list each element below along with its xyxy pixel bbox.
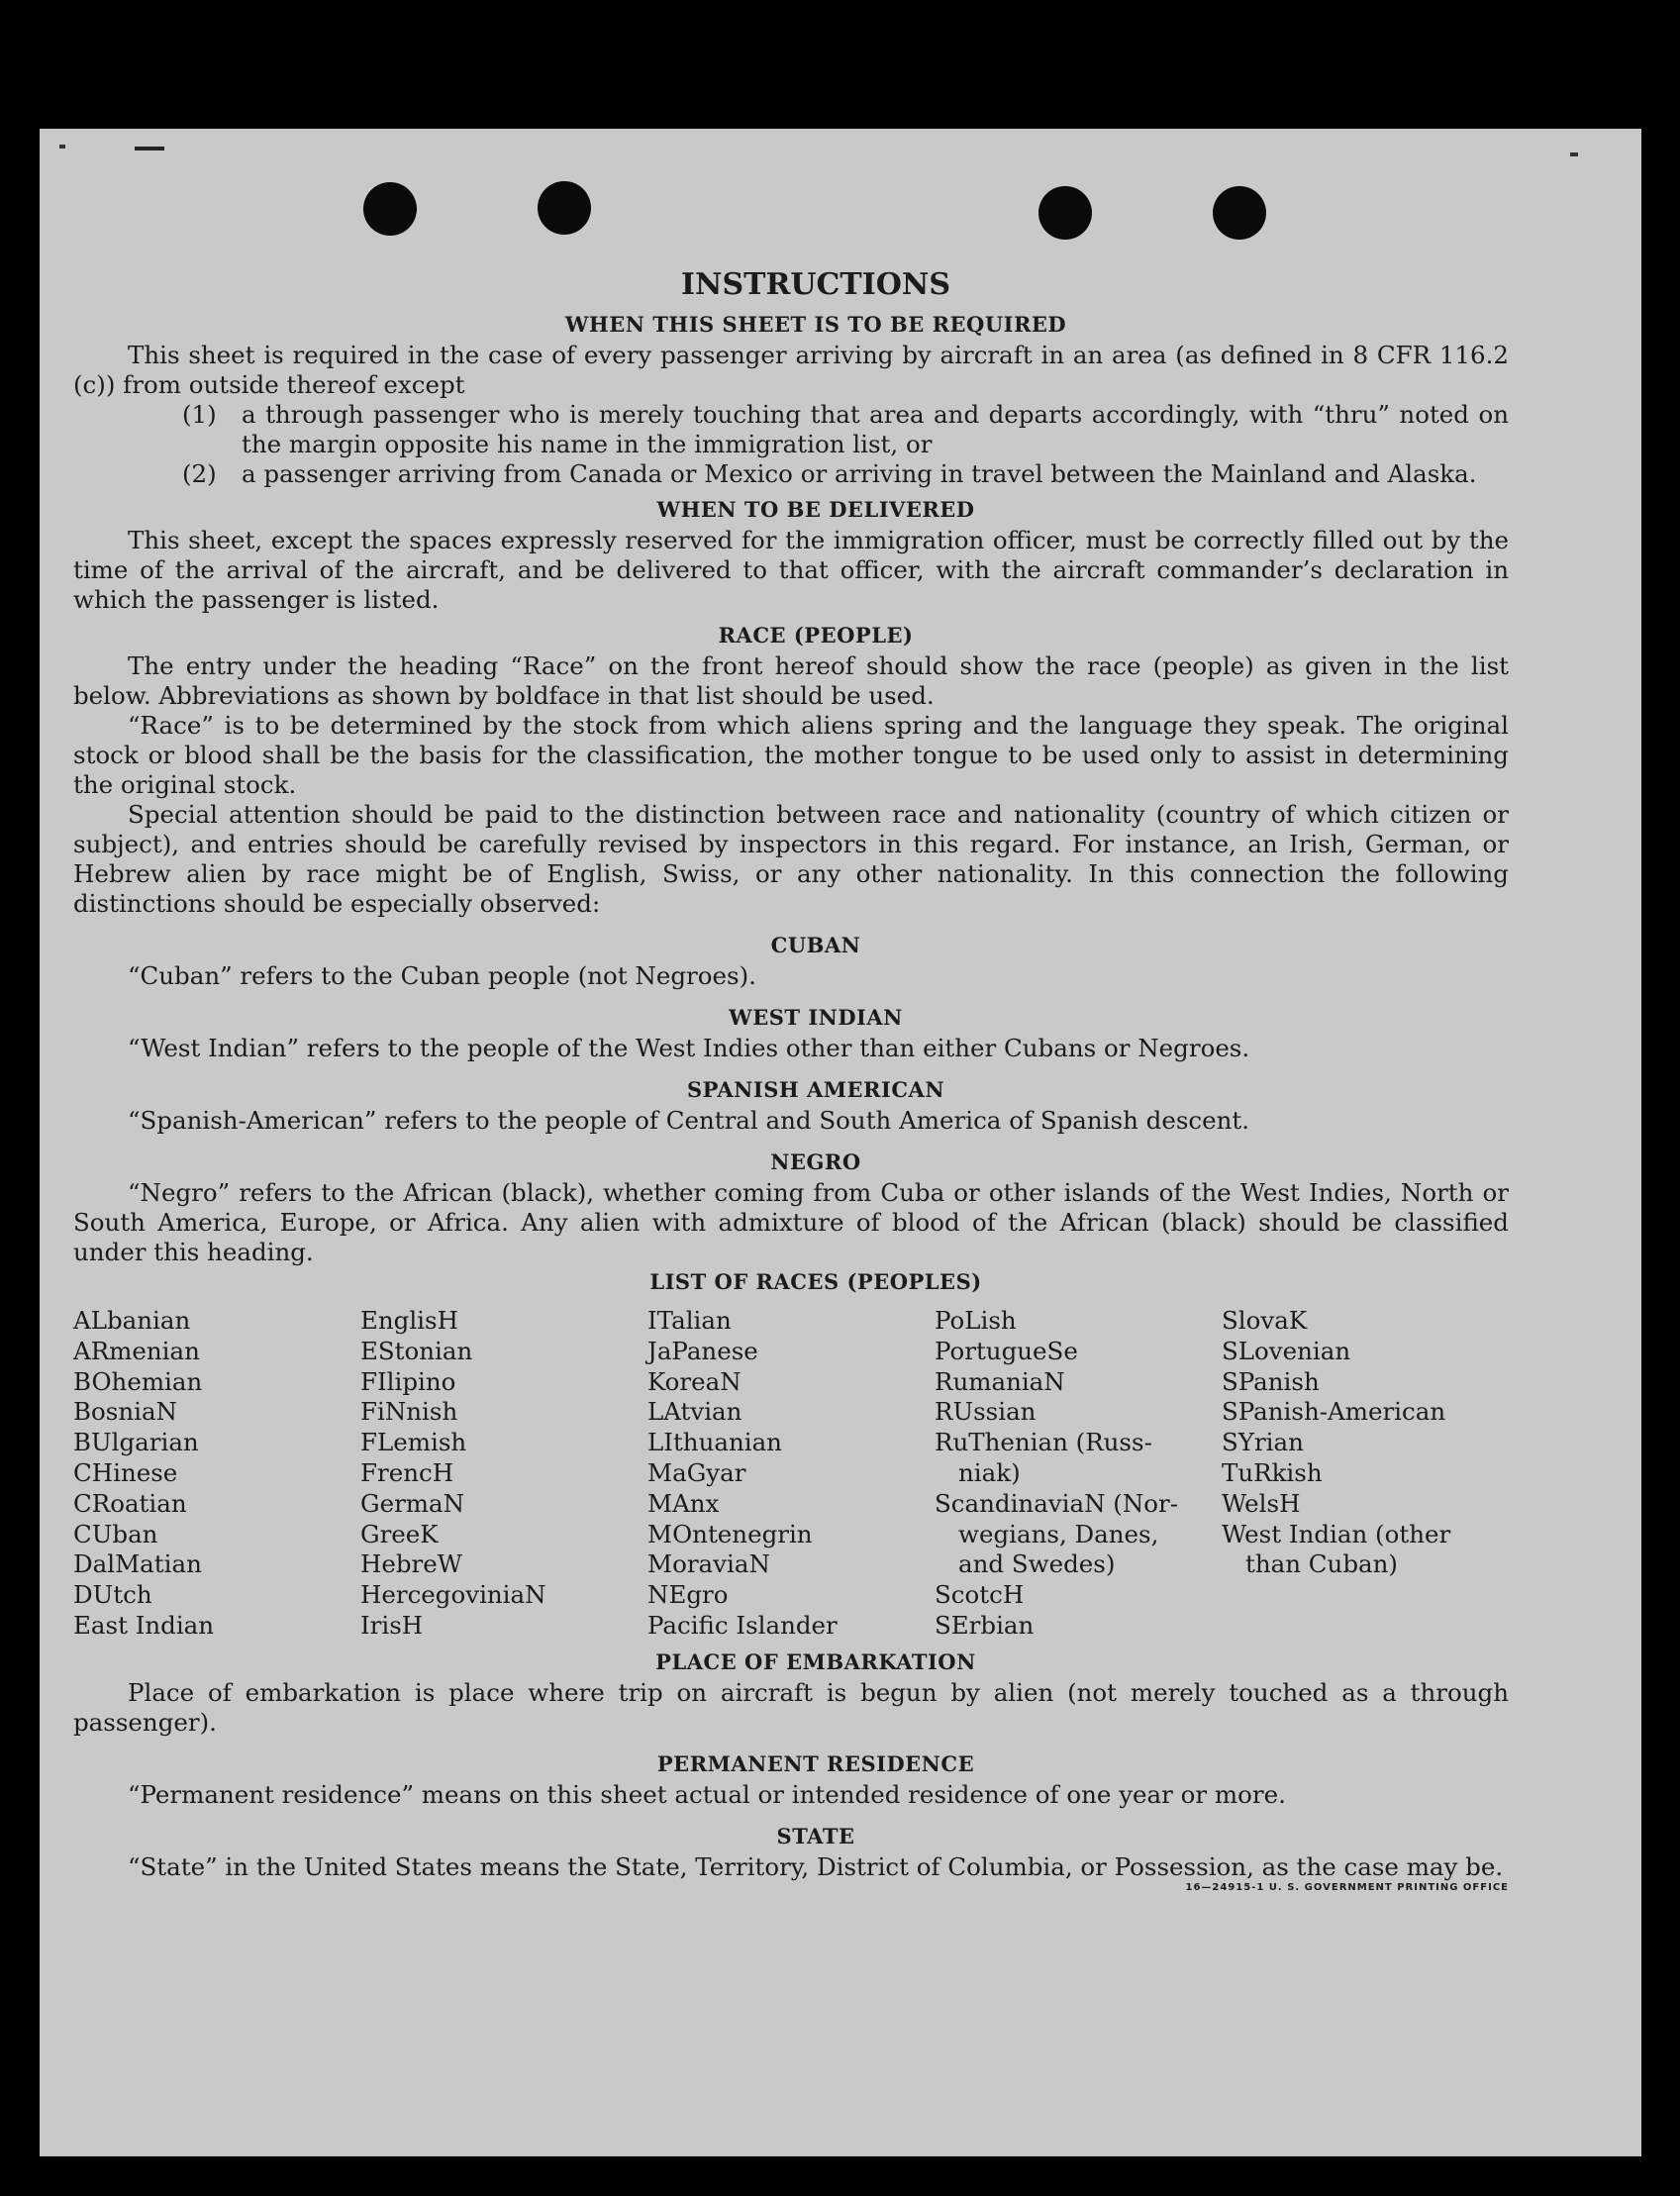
- race-entry: BOhemian: [73, 1366, 203, 1396]
- state-text: “State” in the United States means the State, Territory, District of Columbia, or Possession, as the case may be.: [128, 1851, 1504, 1881]
- race-entry: PoLish: [935, 1306, 1017, 1335]
- exception-item: [73, 459, 1509, 489]
- spanish-american-text: “Spanish-American” refers to the people of Central and South America of Spanish descent.: [128, 1106, 1250, 1135]
- punch-hole: [1038, 186, 1092, 240]
- race-entry: ITalian: [647, 1306, 732, 1335]
- race-entry: EStonian: [360, 1336, 473, 1365]
- item-number: (2): [182, 459, 217, 488]
- instructions-content: [73, 267, 1509, 1897]
- race-paragraph: “Race” is to be determined by the stock from which aliens spring and the language they speak. The original stock or blood shall be the basis for the classification, the mother tongue to be used only to assist in determining the original stock.: [73, 711, 1509, 799]
- race-entry: DUtch: [73, 1580, 152, 1610]
- race-entry: WelsH: [1222, 1488, 1301, 1518]
- race-paragraph: Special attention should be paid to the distinction between race and nationality (country of which citizen or subject), and entries should be carefully revised by inspectors in this regard. For instance, an Irish, German, or Hebrew alien by race might be of English, Swiss, or any other nationality. In this connection the following distinctions should be especially observed:: [73, 800, 1509, 918]
- race-entry: MAnx: [647, 1488, 720, 1518]
- punch-hole: [363, 182, 417, 236]
- race-entry: BUlgarian: [73, 1428, 199, 1457]
- punch-hole: [1213, 186, 1266, 240]
- races-column: [647, 1306, 935, 1642]
- item-text: a passenger arriving from Canada or Mexico or arriving in travel between the Mainland and Alaska.: [242, 459, 1477, 488]
- speck-mark: [59, 145, 65, 149]
- heading-state: STATE: [776, 1823, 855, 1848]
- race-entry: CRoatian: [73, 1488, 187, 1518]
- races-list: [73, 1306, 1509, 1642]
- heading-negro: NEGRO: [770, 1149, 861, 1174]
- heading-spanish-american: SPANISH AMERICAN: [686, 1077, 945, 1102]
- race-entry: FLemish: [360, 1428, 467, 1457]
- heading-when-delivered: WHEN TO BE DELIVERED: [656, 497, 975, 522]
- race-entry: ScotcH: [935, 1580, 1025, 1610]
- race-entry: and Swedes): [958, 1549, 1116, 1579]
- race-entry: SErbian: [935, 1610, 1035, 1640]
- race-entry: RUssian: [935, 1397, 1037, 1427]
- residence-text: “Permanent residence” means on this sheet actual or intended residence of one year or more.: [128, 1779, 1286, 1809]
- cuban-text: “Cuban” refers to the Cuban people (not Negroes).: [128, 961, 756, 990]
- race-entry: SPanish: [1222, 1366, 1320, 1396]
- item-text: a through passenger who is merely touching that area and departs accordingly, with “thru” noted on the margin opposite his name in the immigration list, or: [242, 400, 1509, 458]
- races-column: [360, 1306, 647, 1642]
- race-entry: niak): [958, 1457, 1021, 1487]
- race-entry: GreeK: [360, 1519, 439, 1548]
- race-entry: FiNnish: [360, 1397, 458, 1427]
- race-entry: PortugueSe: [935, 1336, 1078, 1365]
- race-entry: RumaniaN: [935, 1366, 1065, 1396]
- races-column: [73, 1306, 360, 1642]
- race-entry: ALbanian: [73, 1306, 191, 1335]
- race-entry: SYrian: [1222, 1428, 1304, 1457]
- race-entry: JaPanese: [647, 1336, 758, 1365]
- heading-permanent-residence: PERMANENT RESIDENCE: [656, 1750, 975, 1776]
- race-entry: CHinese: [73, 1457, 178, 1487]
- race-paragraph: The entry under the heading “Race” on the front hereof should show the race (people) as given in the list below. Abbreviations as shown by boldface in that list should be used.: [73, 651, 1509, 710]
- race-entry: LIthuanian: [647, 1428, 782, 1457]
- race-entry: Pacific Islander: [647, 1610, 838, 1640]
- race-entry: West Indian (other: [1222, 1519, 1451, 1548]
- printing-office-note: 16—24915-1 U. S. GOVERNMENT PRINTING OFFICE: [1185, 1881, 1509, 1893]
- race-entry: HercegoviniaN: [360, 1580, 546, 1610]
- race-entry: GermaN: [360, 1488, 465, 1518]
- race-entry: BosniaN: [73, 1397, 177, 1427]
- race-entry: FIlipino: [360, 1366, 456, 1396]
- race-entry: CUban: [73, 1519, 158, 1548]
- race-entry: NEgro: [647, 1580, 729, 1610]
- race-entry: SPanish-American: [1222, 1397, 1446, 1427]
- heading-west-indian: WEST INDIAN: [729, 1005, 903, 1030]
- race-entry: MOntenegrin: [647, 1519, 813, 1548]
- speck-mark: [1570, 152, 1578, 156]
- race-entry: SLovenian: [1222, 1336, 1351, 1365]
- races-column: [935, 1306, 1222, 1642]
- race-entry: EnglisH: [360, 1306, 458, 1335]
- race-entry: KoreaN: [647, 1366, 741, 1396]
- race-entry: than Cuban): [1245, 1549, 1398, 1579]
- race-entry: FrencH: [360, 1457, 454, 1487]
- heading-when-required: WHEN THIS SHEET IS TO BE REQUIRED: [564, 312, 1067, 337]
- exception-item: [73, 400, 1509, 459]
- race-entry: MaGyar: [647, 1457, 746, 1487]
- footer-row: [73, 1882, 1509, 1897]
- document-sheet: [40, 129, 1641, 2156]
- race-entry: TuRkish: [1222, 1457, 1323, 1487]
- item-number: (1): [182, 400, 217, 429]
- race-entry: DalMatian: [73, 1549, 202, 1579]
- punch-hole: [538, 181, 591, 235]
- when-required-intro: This sheet is required in the case of every passenger arriving by aircraft in an area (as defined in 8 CFR 116.2 (c)) from outside thereof except: [73, 341, 1509, 399]
- heading-list-of-races: LIST OF RACES (PEOPLES): [649, 1269, 982, 1294]
- west-indian-text: “West Indian” refers to the people of the West Indies other than either Cubans or Negroes.: [128, 1034, 1250, 1062]
- race-entry: MoraviaN: [647, 1549, 770, 1579]
- negro-text: “Negro” refers to the African (black), whether coming from Cuba or other islands of the West Indies, North or South America, Europe, or Africa. Any alien with admixture of blood of the African (black) should be classified under this heading.: [73, 1178, 1509, 1266]
- race-entry: ScandinaviaN (Nor-: [935, 1488, 1179, 1518]
- embarkation-text: Place of embarkation is place where trip on aircraft is begun by alien (not merely touched as a through passenger).: [73, 1677, 1509, 1737]
- race-entry: ARmenian: [73, 1336, 200, 1365]
- heading-cuban: CUBAN: [770, 933, 861, 957]
- races-column: [1222, 1306, 1509, 1642]
- heading-race: RACE (PEOPLE): [718, 623, 914, 648]
- race-entry: HebreW: [360, 1549, 462, 1579]
- race-entry: RuThenian (Russ-: [935, 1428, 1152, 1457]
- race-entry: East Indian: [73, 1610, 215, 1640]
- race-entry: SlovaK: [1222, 1306, 1308, 1335]
- race-entry: IrisH: [360, 1610, 424, 1640]
- when-delivered-text: This sheet, except the spaces expressly reserved for the immigration officer, must be correctly filled out by the time of the arrival of the aircraft, and be delivered to that officer, with the aircraft commander’s declaration in which the passenger is listed.: [73, 526, 1509, 614]
- race-entry: wegians, Danes,: [958, 1519, 1159, 1548]
- race-entry: LAtvian: [647, 1397, 742, 1427]
- page-title: INSTRUCTIONS: [681, 267, 950, 302]
- heading-embarkation: PLACE OF EMBARKATION: [655, 1648, 976, 1674]
- speck-mark: [135, 147, 164, 150]
